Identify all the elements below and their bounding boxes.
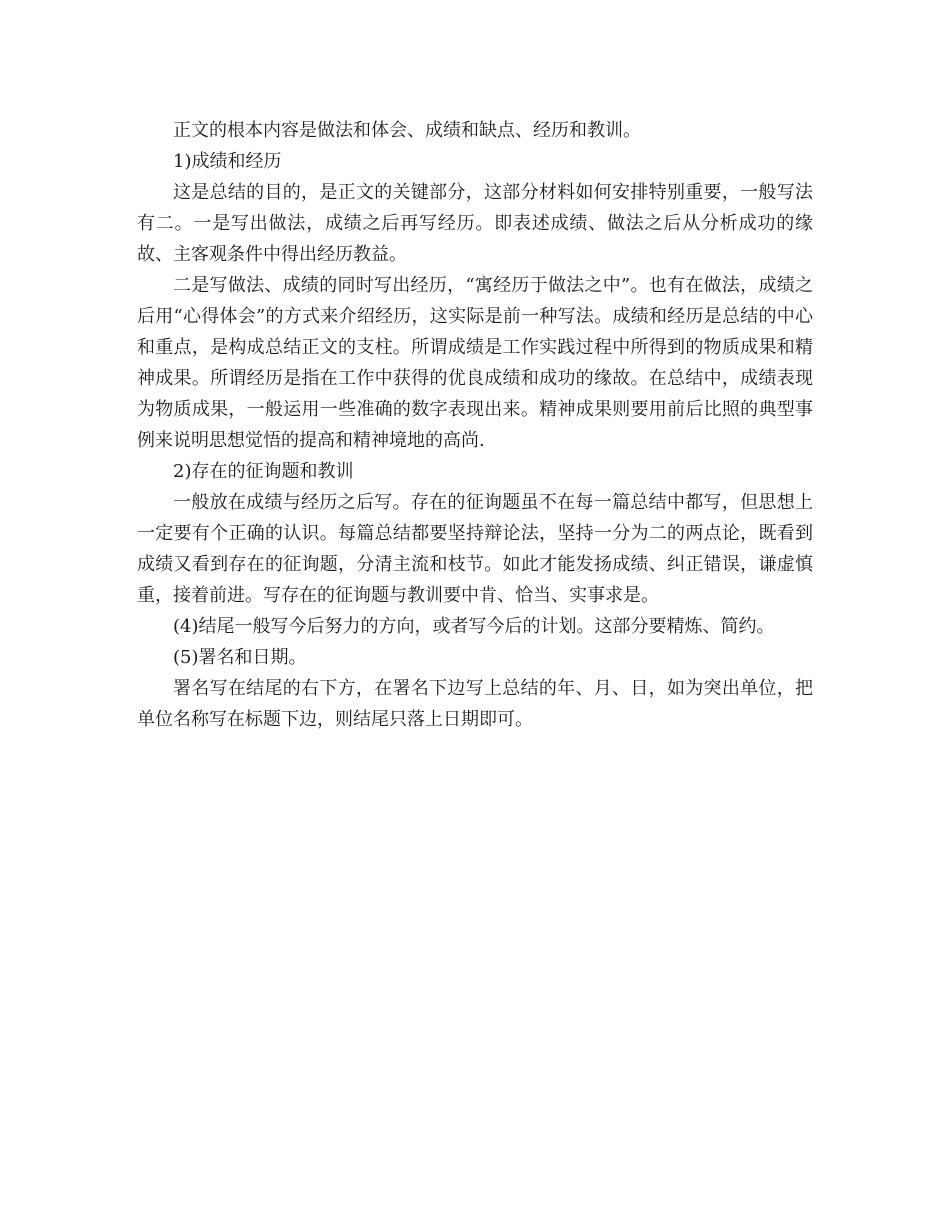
paragraph-achievements-2: 二是写做法、成绩的同时写出经历，“寓经历于做法之中”。也有在做法，成绩之后用“心得体会”的方式来介绍经历，这实际是前一种写法。成绩和经历是总结的中心和重点，是构成总结正文的支柱。所谓成绩是工作实践过程中所得到的物质成果和精神成果。所谓经历是指在工作中获得的优良成绩和成功的缘故。在总结中，成绩表现为物质成果，一般运用一些准确的数字表现出来。精神成果则要用前后比照的典型事例来说明思想觉悟的提高和精神境地的高尚. (137, 275, 813, 451)
heading-achievements-experience: 1)成绩和经历 (173, 151, 282, 172)
document-body (137, 115, 813, 735)
heading-problems-lessons: 2)存在的征询题和教训 (173, 461, 354, 482)
paragraph-intro: 正文的根本内容是做法和体会、成绩和缺点、经历和教训。 (173, 120, 641, 141)
paragraph-achievements-1: 这是总结的目的，是正文的关键部分，这部分材料如何安排特别重要，一般写法有二。一是写出做法，成绩之后再写经历。即表述成绩、做法之后从分析成功的缘故、主客观条件中得出经历教益。 (137, 182, 813, 265)
paragraph-signature: 署名写在结尾的右下方，在署名下边写上总结的年、月、日，如为突出单位，把单位名称写在标题下边，则结尾只落上日期即可。 (137, 678, 813, 730)
heading-signature-date: (5)署名和日期。 (173, 647, 307, 668)
paragraph-problems: 一般放在成绩与经历之后写。存在的征询题虽不在每一篇总结中都写，但思想上一定要有个正确的认识。每篇总结都要坚持辩论法，坚持一分为二的两点论，既看到成绩又看到存在的征询题，分清主流和枝节。如此才能发扬成绩、纠正错误，谦虚慎重，接着前进。写存在的征询题与教训要中肯、恰当、实事求是。 (137, 492, 813, 606)
paragraph-ending: (4)结尾一般写今后努力的方向，或者写今后的计划。这部分要精炼、简约。 (173, 616, 775, 637)
